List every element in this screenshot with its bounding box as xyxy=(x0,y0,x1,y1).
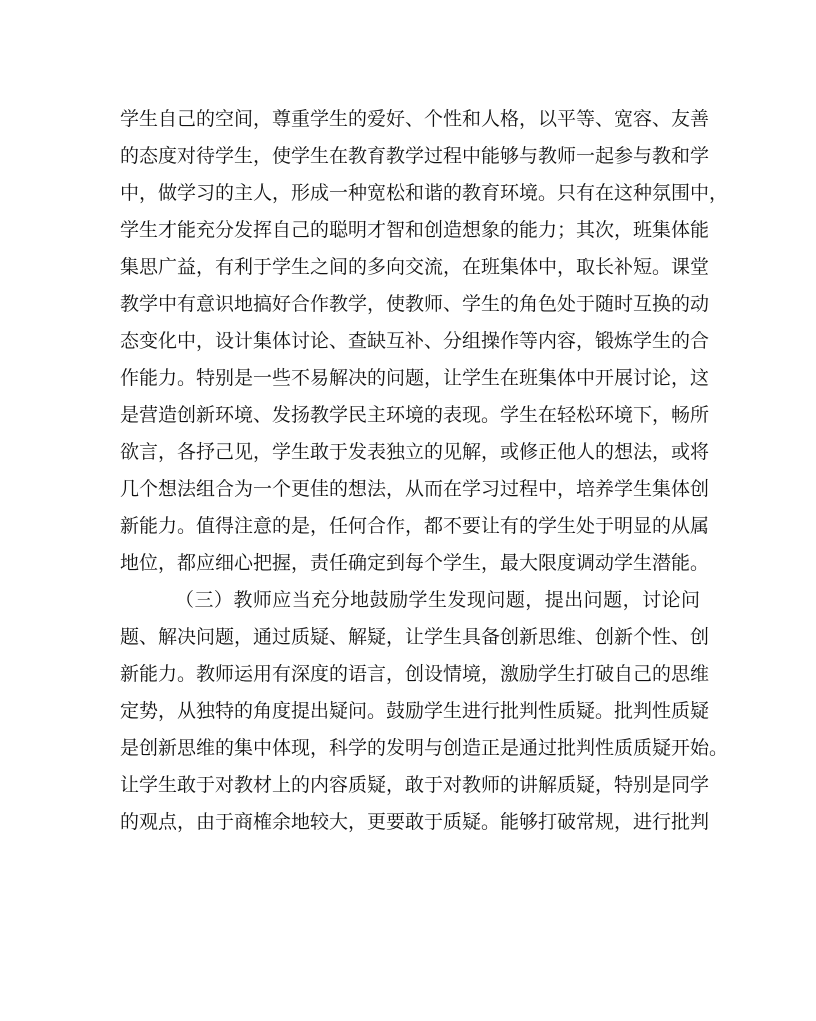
body-text-line: 的观点，由于商榷余地较大，更要敢于质疑。能够打破常规，进行批判 xyxy=(120,811,710,833)
body-text-line: 几个想法组合为一个更佳的想法，从而在学习过程中，培养学生集体创 xyxy=(120,478,710,500)
body-text-line: 是营造创新环境、发扬教学民主环境的表现。学生在轻松环境下，畅所 xyxy=(120,404,710,426)
body-text-line: 学生才能充分发挥自己的聪明才智和创造想象的能力；其次，班集体能 xyxy=(120,219,710,241)
body-text-line: 是创新思维的集中体现，科学的发明与创造正是通过批判性质质疑开始。 xyxy=(120,737,729,759)
body-text-line: 集思广益，有利于学生之间的多向交流，在班集体中，取长补短。课堂 xyxy=(120,256,710,278)
body-text-line: 中，做学习的主人，形成一种宽松和谐的教育环境。只有在这种氛围中， xyxy=(120,182,729,204)
body-text-line: 让学生敢于对教材上的内容质疑，敢于对教师的讲解质疑，特别是同学 xyxy=(120,774,710,796)
body-text-line: 题、解决问题，通过质疑、解疑，让学生具备创新思维、创新个性、创 xyxy=(120,626,710,648)
body-text-line: 作能力。特别是一些不易解决的问题，让学生在班集体中开展讨论，这 xyxy=(120,367,710,389)
body-text-line: 教学中有意识地搞好合作教学，使教师、学生的角色处于随时互换的动 xyxy=(120,293,710,315)
body-text-line: 学生自己的空间，尊重学生的爱好、个性和人格，以平等、宽容、友善 xyxy=(120,108,710,130)
body-text-line: 的态度对待学生，使学生在教育教学过程中能够与教师一起参与教和学 xyxy=(120,145,710,167)
body-text-line: 地位，都应细心把握，责任确定到每个学生，最大限度调动学生潜能。 xyxy=(120,552,710,574)
body-text-line: 新能力。教师运用有深度的语言，创设情境，激励学生打破自己的思维 xyxy=(120,663,710,685)
body-text-line: 态变化中，设计集体讨论、查缺互补、分组操作等内容，锻炼学生的合 xyxy=(120,330,710,352)
body-text-line: 新能力。值得注意的是，任何合作，都不要让有的学生处于明显的从属 xyxy=(120,515,710,537)
body-text-line: 定势，从独特的角度提出疑问。鼓励学生进行批判性质疑。批判性质疑 xyxy=(120,700,710,722)
body-text-line: 欲言，各抒己见，学生敢于发表独立的见解，或修正他人的想法，或将 xyxy=(120,441,710,463)
section-heading-line: （三）教师应当充分地鼓励学生发现问题，提出问题，讨论问 xyxy=(175,589,700,611)
